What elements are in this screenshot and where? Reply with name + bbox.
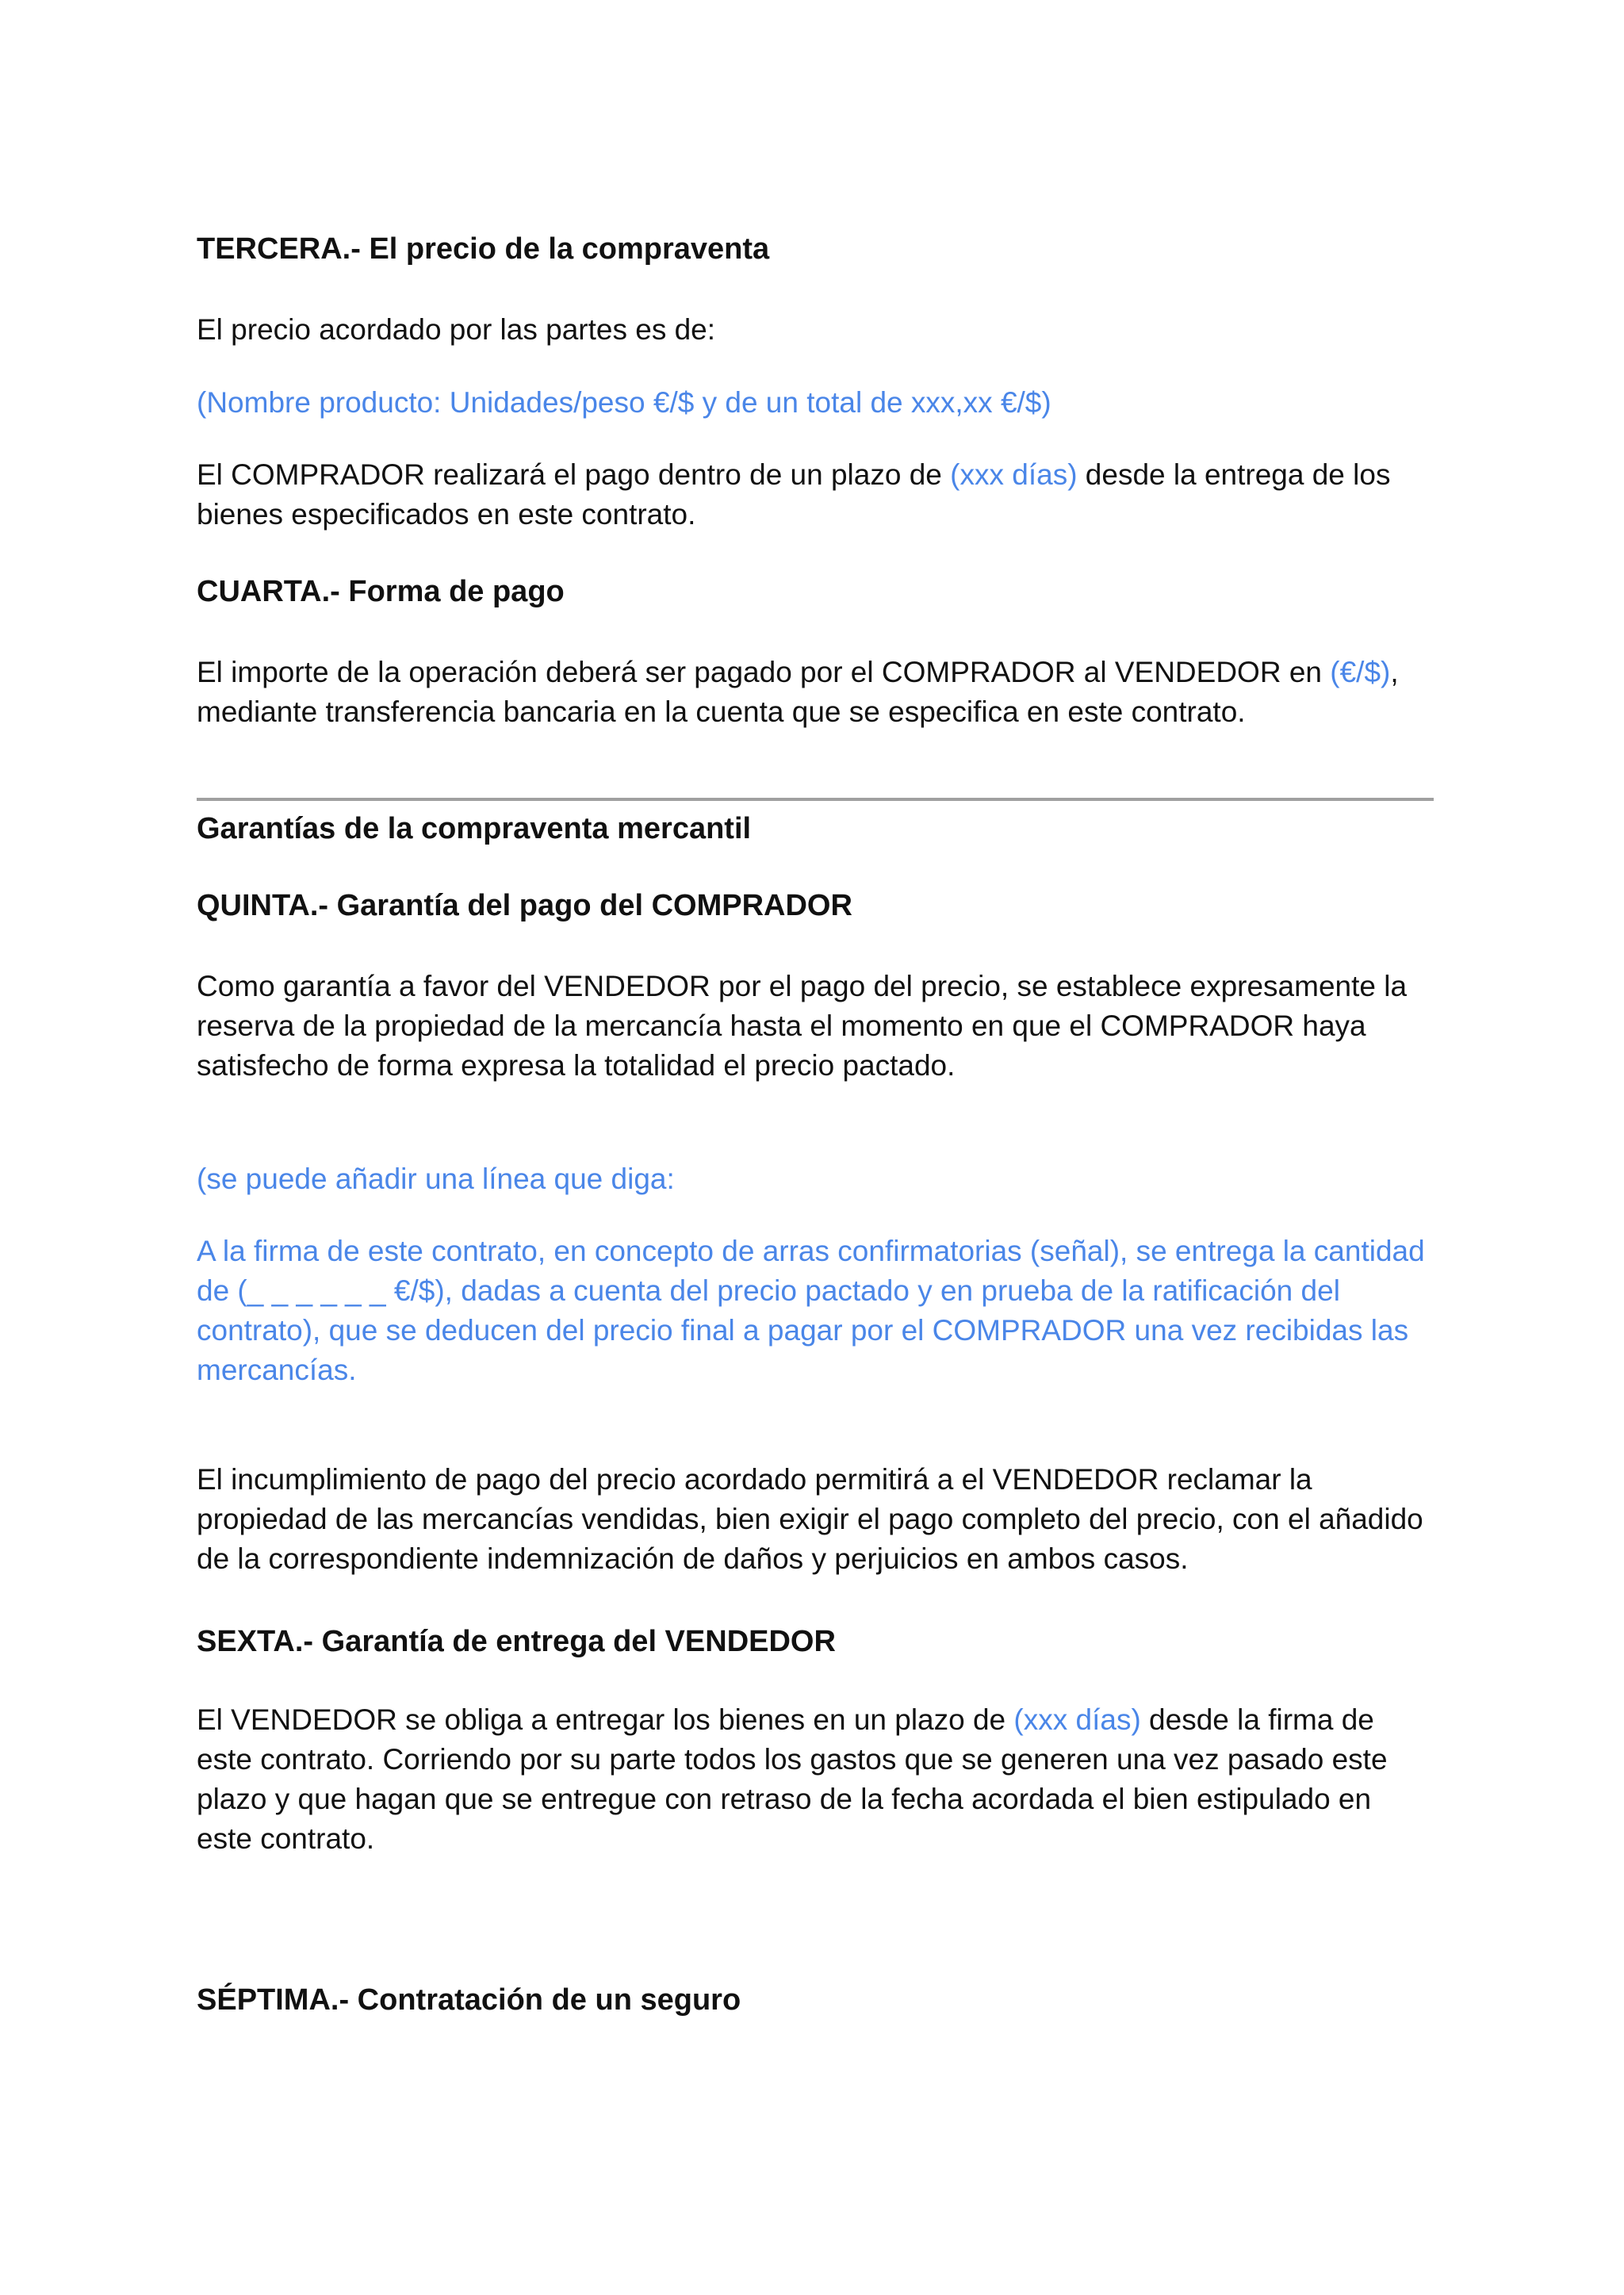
quinta-heading: QUINTA.- Garantía del pago del COMPRADOR — [197, 889, 852, 922]
cuarta-text-start: El importe de la operación deberá ser pagado por el COMPRADOR al VENDEDOR en — [197, 656, 1331, 688]
sexta-paragraph — [197, 1700, 1434, 1859]
horizontal-divider — [197, 798, 1434, 801]
sexta-text-start: El VENDEDOR se obliga a entregar los bienes en un plazo de — [197, 1703, 1014, 1736]
quinta-optional-paragraph: A la firma de este contrato, en concepto de arras confirmatorias (señal), se entrega la cantidad de (_ _ _ _ _ _ €/$), dadas a cuenta del precio pactado y en prueba de la ratificación del contrato), que se deducen del precio final a pagar por el COMPRADOR una vez recibidas las mercancías. — [197, 1235, 1425, 1386]
sexta-text-end: desde la firma de este contrato. Corriendo por su parte todos los gastos que se generen una vez pasado este plazo y que hagan que se entregue con retraso de la fecha acordada el bien estipulado en este contrato. — [197, 1703, 1388, 1855]
sexta-days-placeholder: (xxx días) — [1013, 1703, 1141, 1736]
cuarta-paragraph — [197, 653, 1434, 732]
quinta-breach-paragraph: El incumplimiento de pago del precio acordado permitirá a el VENDEDOR reclamar la propiedad de las mercancías vendidas, bien exigir el pago completo del precio, con el añadido de la correspondiente indemnización de daños y perjuicios en ambos casos. — [197, 1463, 1423, 1575]
quinta-optional-intro: (se puede añadir una línea que diga: — [197, 1163, 675, 1195]
tercera-payment-text-end: desde la entrega de los bienes especificados en este contrato. — [197, 458, 1391, 531]
tercera-heading: TERCERA.- El precio de la compraventa — [197, 232, 770, 266]
sexta-heading: SEXTA.- Garantía de entrega del VENDEDOR — [197, 1625, 836, 1658]
tercera-intro: El precio acordado por las partes es de: — [197, 313, 716, 346]
cuarta-currency-placeholder: (€/$) — [1330, 656, 1391, 688]
quinta-paragraph: Como garantía a favor del VENDEDOR por el pago del precio, se establece expresamente la reserva de la propiedad de la mercancía hasta el momento en que el COMPRADOR haya satisfecho de forma expresa la totalidad el precio pactado. — [197, 970, 1408, 1082]
cuarta-text-end: , mediante transferencia bancaria en la cuenta que se especifica en este contrato. — [197, 656, 1399, 728]
tercera-payment-paragraph — [197, 455, 1434, 534]
tercera-price-placeholder: (Nombre producto: Unidades/peso €/$ y de un total de xxx,xx €/$) — [197, 386, 1051, 419]
tercera-payment-text-start: El COMPRADOR realizará el pago dentro de un plazo de — [197, 458, 951, 491]
septima-heading: SÉPTIMA.- Contratación de un seguro — [197, 1983, 741, 2017]
cuarta-heading: CUARTA.- Forma de pago — [197, 575, 565, 608]
section-heading: Garantías de la compraventa mercantil — [197, 812, 752, 845]
tercera-payment-days-placeholder: (xxx días) — [950, 458, 1078, 491]
